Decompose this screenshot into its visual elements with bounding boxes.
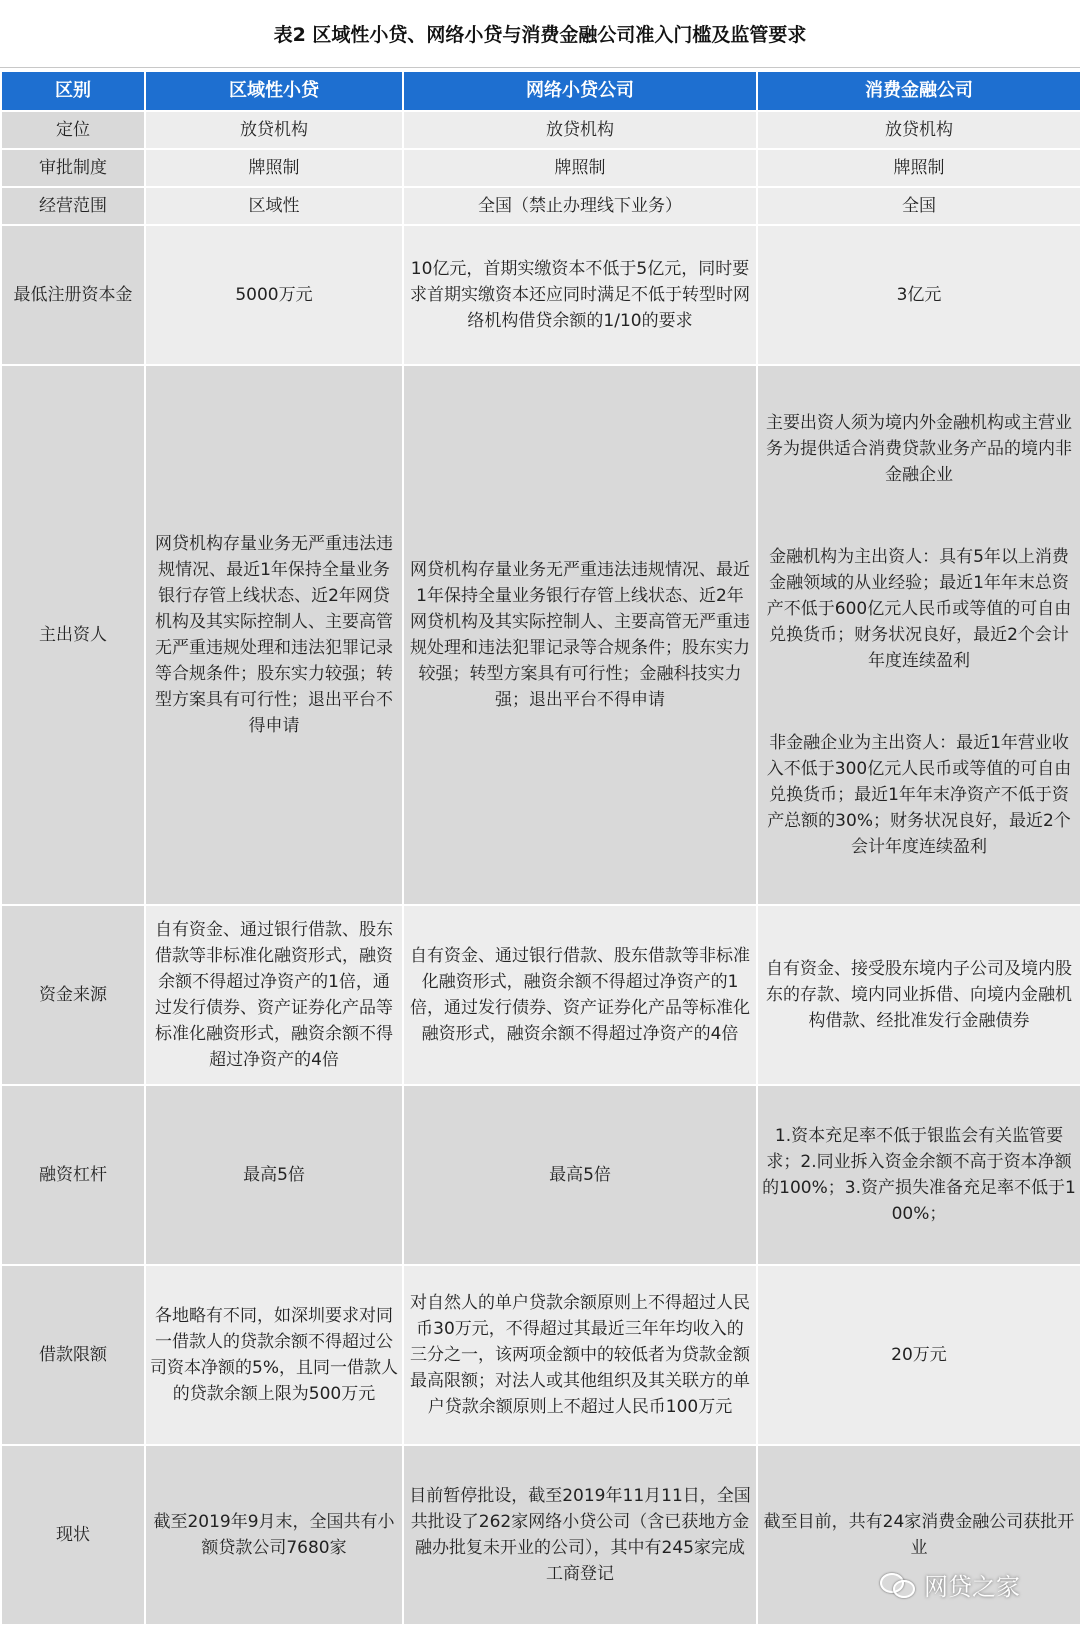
cell-online: 最高5倍 [403,1085,757,1265]
cell-online: 10亿元，首期实缴资本不低于5亿元，同时要求首期实缴资本还应同时满足不低于转型时网络机构借贷余额的1/10的要求 [403,225,757,365]
cell-regional: 截至2019年9月末，全国共有小额贷款公司7680家 [145,1445,403,1625]
watermark-text: 网贷之家 [924,1573,1020,1601]
table-row [1,187,1080,225]
cell-consumer: 牌照制 [757,149,1080,187]
row-label: 资金来源 [1,905,145,1085]
cell-consumer: 放贷机构 [757,111,1080,149]
cell-consumer [757,365,1080,905]
table-row [1,225,1080,365]
cell-regional: 网贷机构存量业务无严重违法违规情况、最近1年保持全量业务银行存管上线状态、近2年网贷机构及其实际控制人、主要高管无严重违规处理和违法犯罪记录等合规条件；股东实力较强；转型方案具有可行性；退出平台不得申请 [145,365,403,905]
table-row [1,149,1080,187]
row-label: 审批制度 [1,149,145,187]
cell-consumer: 20万元 [757,1265,1080,1445]
cell-consumer: 1.资本充足率不低于银监会有关监管要求；2.同业拆入资金余额不高于资本净额的100%；3.资产损失准备充足率不低于100%； [757,1085,1080,1265]
table-row [1,1265,1080,1445]
cell-consumer: 3亿元 [757,225,1080,365]
cell-online: 网贷机构存量业务无严重违法违规情况、最近1年保持全量业务银行存管上线状态、近2年网贷机构及其实际控制人、主要高管无严重违规处理和违法犯罪记录等合规条件；股东实力较强；转型方案具有可行性；金融科技实力强；退出平台不得申请 [403,365,757,905]
cell-regional: 5000万元 [145,225,403,365]
consumer-investor-general: 主要出资人须为境内外金融机构或主营业务为提供适合消费贷款业务产品的境内非金融企业 [766,413,1072,485]
cell-regional: 最高5倍 [145,1085,403,1265]
table-row [1,365,1080,905]
cell-online: 放贷机构 [403,111,757,149]
row-label: 融资杠杆 [1,1085,145,1265]
consumer-investor-financial: 金融机构为主出资人：具有5年以上消费金融领域的从业经验；最近1年年末总资产不低于600亿元人民币或等值的可自由兑换货币；财务状况良好，最近2个会计年度连续盈利 [766,547,1072,671]
cell-consumer: 截至目前，共有24家消费金融公司获批开业 [757,1445,1080,1625]
row-label: 经营范围 [1,187,145,225]
row-label: 主出资人 [1,365,145,905]
cell-online: 对自然人的单户贷款余额原则上不得超过人民币30万元，不得超过其最近三年年均收入的三分之一，该两项金额中的较低者为贷款金额最高限额；对法人或其他组织及其关联方的单户贷款余额原则上不超过人民币100万元 [403,1265,757,1445]
consumer-investor-nonfinancial: 非金融企业为主出资人：最近1年营业收入不低于300亿元人民币或等值的可自由兑换货币；最近1年年末净资产不低于资产总额的30%；财务状况良好，最近2个会计年度连续盈利 [766,733,1072,857]
row-label: 定位 [1,111,145,149]
cell-regional: 区域性 [145,187,403,225]
cell-regional: 自有资金、通过银行借款、股东借款等非标准化融资形式，融资余额不得超过净资产的1倍，通过发行债券、资产证券化产品等标准化融资形式，融资余额不得超过净资产的4倍 [145,905,403,1085]
wechat-icon [880,1571,916,1599]
cell-regional: 放贷机构 [145,111,403,149]
comparison-table [0,70,1080,1626]
cell-consumer: 全国 [757,187,1080,225]
cell-online: 牌照制 [403,149,757,187]
watermark [880,1567,1020,1602]
cell-online: 全国（禁止办理线下业务） [403,187,757,225]
header-col-category: 区别 [1,71,145,111]
cell-regional: 各地略有不同，如深圳要求对同一借款人的贷款余额不得超过公司资本净额的5%，且同一借款人的贷款余额上限为500万元 [145,1265,403,1445]
table-row [1,111,1080,149]
header-col-regional: 区域性小贷 [145,71,403,111]
table-row [1,905,1080,1085]
table-row [1,1085,1080,1265]
header-col-consumer: 消费金融公司 [757,71,1080,111]
row-label: 借款限额 [1,1265,145,1445]
row-label: 现状 [1,1445,145,1625]
cell-consumer: 自有资金、接受股东境内子公司及境内股东的存款、境内同业拆借、向境内金融机构借款、经批准发行金融债券 [757,905,1080,1085]
cell-online: 自有资金、通过银行借款、股东借款等非标准化融资形式，融资余额不得超过净资产的1倍，通过发行债券、资产证券化产品等标准化融资形式，融资余额不得超过净资产的4倍 [403,905,757,1085]
row-label: 最低注册资本金 [1,225,145,365]
table-header-row [1,71,1080,111]
cell-regional: 牌照制 [145,149,403,187]
cell-online: 目前暂停批设，截至2019年11月11日，全国共批设了262家网络小贷公司（含已获地方金融办批复未开业的公司），其中有245家完成工商登记 [403,1445,757,1625]
header-col-online: 网络小贷公司 [403,71,757,111]
table-title: 表2 区域性小贷、网络小贷与消费金融公司准入门槛及监管要求 [0,0,1080,68]
